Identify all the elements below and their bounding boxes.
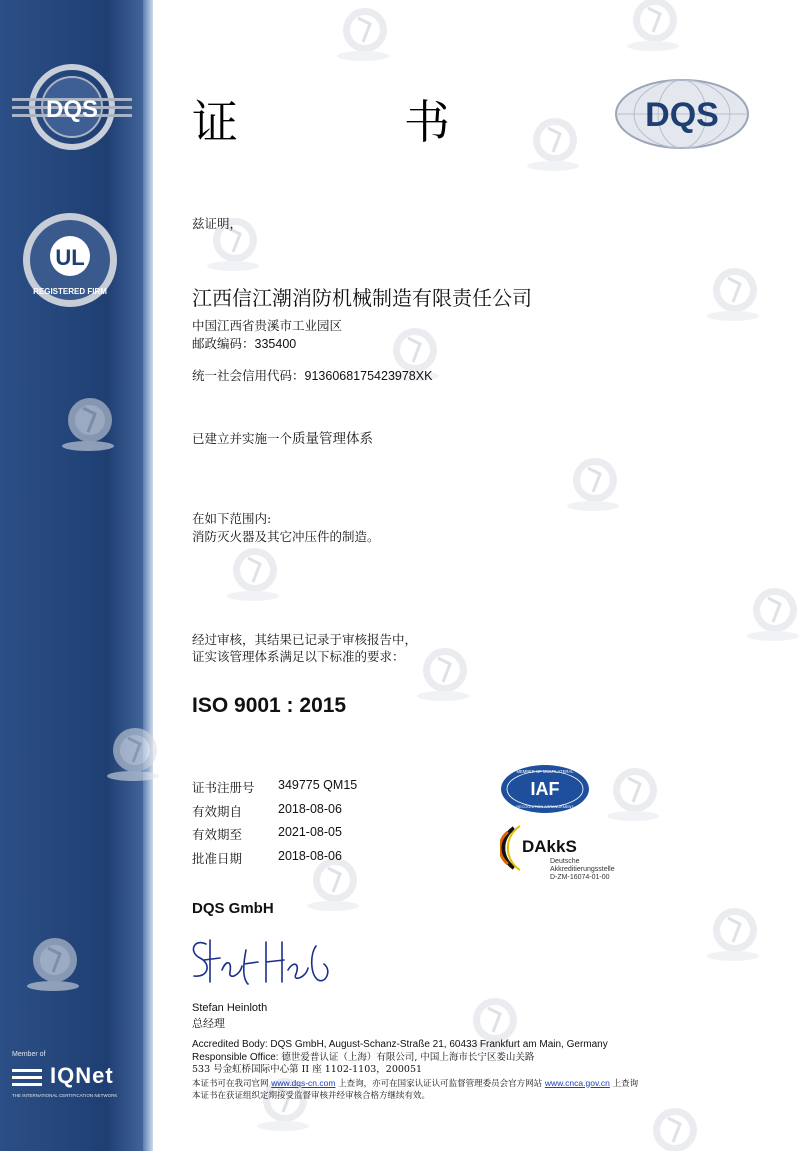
intro-text: 兹证明， bbox=[192, 216, 243, 231]
postcode-line bbox=[192, 334, 296, 352]
iaf-bottom-text: RECOGNITION ARRANGEMENT bbox=[516, 805, 574, 809]
footer-line-2 bbox=[192, 1052, 752, 1065]
certificate-title: 证 书 bbox=[192, 95, 510, 149]
scope-text: 消防灭火器及其它冲压件的制造。 bbox=[192, 529, 380, 544]
credit-code-label: 统一社会信用代码： bbox=[192, 368, 305, 383]
watermark-stamp bbox=[520, 110, 590, 180]
iqnet-member-label: Member of bbox=[12, 1051, 46, 1058]
signature-image bbox=[186, 930, 346, 990]
iaf-top-text: MEMBER OF MULTILATERAL bbox=[516, 769, 574, 774]
footer-line-3: 533 号金虹桥国际中心第 II 座 1102-1103，200051 bbox=[192, 1064, 423, 1075]
iqnet-subtitle: THE INTERNATIONAL CERTIFICATION NETWORK bbox=[12, 1093, 118, 1098]
watermark-stamp bbox=[100, 720, 170, 790]
watermark-stamp bbox=[740, 580, 800, 650]
postcode-value: 335400 bbox=[254, 337, 297, 351]
footer-line-1: Accredited Body: DQS GmbH, August-Schanz-Straße 21, 60433 Frankfurt am Main, Germany bbox=[192, 1039, 608, 1050]
watermark-stamp bbox=[560, 450, 630, 520]
footer-office-label: Responsible Office: bbox=[192, 1051, 282, 1063]
detail-value: 2021-08-05 bbox=[278, 825, 342, 839]
detail-row bbox=[192, 802, 512, 826]
dakks-text: DAkkS bbox=[522, 837, 577, 856]
signer-name: Stefan Heinloth bbox=[192, 1002, 268, 1014]
system-line bbox=[192, 427, 373, 447]
ul-text: UL bbox=[55, 245, 85, 270]
watermark-stamp bbox=[55, 390, 125, 460]
watermark-stamp bbox=[700, 260, 770, 330]
footer-l4-b: 上查询，亦可在国家认证认可监督管理委员会官方网站 bbox=[335, 1078, 545, 1089]
iaf-text: IAF bbox=[530, 779, 560, 799]
watermark-stamp bbox=[330, 0, 400, 70]
iqnet-text: IQNet bbox=[50, 1063, 114, 1088]
iso-standard: ISO 9001 : 2015 bbox=[192, 694, 347, 717]
dakks-logo bbox=[500, 822, 640, 884]
dakks-id: D-ZM-16074-01-00 bbox=[550, 874, 610, 881]
footer-l4-c: 上查询 bbox=[609, 1078, 639, 1089]
detail-value: 2018-08-06 bbox=[278, 848, 342, 863]
watermark-stamp bbox=[20, 930, 90, 1000]
detail-value: 349775 QM15 bbox=[278, 778, 358, 792]
dakks-line1: Deutsche bbox=[550, 858, 580, 865]
footer-office: 德世爱普认证（上海）有限公司, 中国上海市长宁区娄山关路 bbox=[281, 1051, 535, 1063]
audit-line-2: 证实该管理体系满足以下标准的要求： bbox=[192, 649, 405, 664]
iqnet-logo bbox=[12, 1051, 134, 1107]
ul-registered-firm-logo bbox=[20, 210, 120, 310]
detail-value: 2018-08-06 bbox=[278, 801, 342, 816]
company-address: 中国江西省贵溪市工业园区 bbox=[192, 318, 343, 333]
detail-label: 有效期至 bbox=[192, 827, 243, 842]
dqs-logo-main bbox=[612, 76, 752, 152]
detail-label: 批准日期 bbox=[192, 850, 243, 866]
watermark-stamp bbox=[220, 540, 290, 610]
watermark-stamp bbox=[600, 760, 670, 830]
system-name: 质量管理体系 bbox=[292, 431, 374, 447]
signer-role: 总经理 bbox=[192, 1017, 225, 1030]
detail-row bbox=[192, 849, 512, 873]
footer-line-5: 本证书在获证组织定期接受监督审核并经审核合格方继续有效。 bbox=[192, 1091, 431, 1101]
detail-row bbox=[192, 778, 512, 802]
issuer-name: DQS GmbH bbox=[192, 900, 274, 917]
credit-code-value: 9136068175423978XK bbox=[304, 369, 433, 383]
certificate-details bbox=[192, 778, 512, 872]
iqnet-bars-icon bbox=[12, 1065, 46, 1091]
postcode-label: 邮政编码： bbox=[192, 336, 255, 351]
dqs-website-link[interactable]: www.dqs-cn.com bbox=[271, 1077, 336, 1088]
footer-line-4 bbox=[192, 1077, 752, 1091]
watermark-stamp bbox=[410, 640, 480, 710]
ul-ring-text: REGISTERED FIRM bbox=[33, 287, 107, 296]
dqs-main-text: DQS bbox=[645, 96, 719, 134]
company-name: 江西信江潮消防机械制造有限责任公司 bbox=[192, 286, 532, 310]
credit-code-line bbox=[192, 366, 432, 384]
footer bbox=[192, 1039, 752, 1103]
watermark-stamp bbox=[700, 900, 770, 970]
dakks-line2: Akkreditierungsstelle bbox=[550, 866, 615, 873]
dqs-side-text: DQS bbox=[45, 96, 99, 123]
dqs-logo-side bbox=[12, 62, 132, 152]
detail-label: 证书注册号 bbox=[192, 780, 255, 795]
iaf-logo bbox=[500, 764, 590, 814]
watermark-stamp bbox=[640, 1100, 710, 1151]
scope-label: 在如下范围内: bbox=[192, 511, 272, 526]
footer-l4-a: 本证书可在我司官网 bbox=[192, 1078, 272, 1089]
detail-row bbox=[192, 825, 512, 849]
cnca-website-link[interactable]: www.cnca.gov.cn bbox=[544, 1077, 610, 1088]
audit-line-1: 经过审核，其结果已记录于审核报告中， bbox=[192, 632, 418, 647]
detail-label: 有效期自 bbox=[192, 803, 243, 819]
watermark-stamp bbox=[620, 0, 690, 60]
system-prefix: 已建立并实施一个 bbox=[192, 431, 293, 446]
